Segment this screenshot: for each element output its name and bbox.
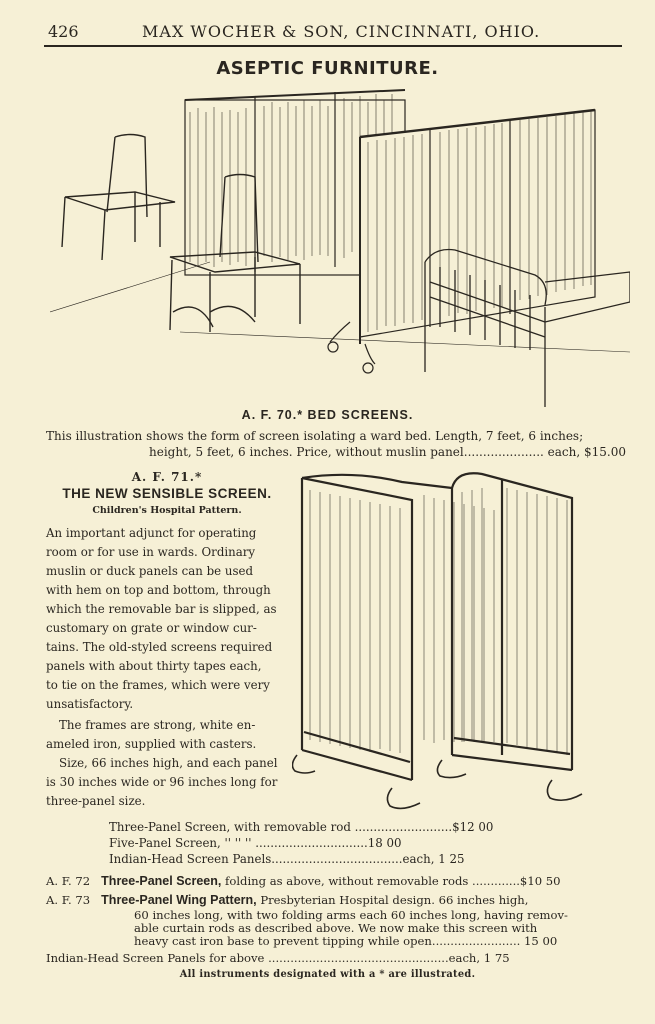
af73-detail-line: 60 inches long, with two folding arms each 60 inches long, having remov- bbox=[134, 908, 568, 922]
af71-body-line: The frames are strong, white en- bbox=[59, 718, 256, 732]
af70-description-line1: This illustration shows the form of screen isolating a ward bed. Length, 7 feet, 6 inches; bbox=[46, 429, 584, 443]
af71-body-line: with hem on top and bottom, through bbox=[46, 583, 271, 597]
af71-body-line: muslin or duck panels can be used bbox=[46, 564, 254, 578]
af71-body-line: customary on grate or window cur- bbox=[46, 621, 257, 635]
af71-subtitle: Children's Hospital Pattern. bbox=[92, 505, 242, 516]
af70-caption: A. F. 70.* BED SCREENS. bbox=[241, 408, 414, 422]
bed-screens-illustration bbox=[50, 82, 630, 407]
price-line-indian-head: Indian-Head Screen Panels...................................each, 1 25 bbox=[109, 852, 465, 866]
af73-description: Presbyterian Hospital design. 66 inches high, bbox=[256, 893, 529, 907]
footnote: All instruments designated with a * are illustrated. bbox=[179, 969, 476, 980]
af71-body-line: An important adjunct for operating bbox=[46, 526, 257, 540]
af71-number: A. F. 71.* bbox=[131, 470, 203, 484]
af73-line bbox=[46, 893, 528, 907]
af71-body-line: three-panel size. bbox=[46, 794, 146, 808]
page-title: ASEPTIC FURNITURE. bbox=[216, 58, 439, 79]
af71-body-line: room or for use in wards. Ordinary bbox=[46, 545, 256, 559]
af73-detail-line: able curtain rods as described above. We now make this screen with bbox=[134, 921, 538, 935]
af71-body-line: which the removable bar is slipped, as bbox=[46, 602, 277, 616]
af72-line bbox=[46, 874, 561, 888]
af72-description: folding as above, without removable rods .............$10 50 bbox=[221, 874, 561, 888]
af72-code: A. F. 72 bbox=[46, 874, 91, 888]
header-rule bbox=[44, 45, 622, 47]
af71-body-line: to tie on the frames, which were very bbox=[46, 678, 270, 692]
price-line-five-panel: Five-Panel Screen, '' '' '' ..............................18 00 bbox=[109, 836, 402, 850]
af70-description-line2: height, 5 feet, 6 inches. Price, without muslin panel..................... each, $15.00 bbox=[148, 445, 626, 459]
af71-body-line: is 30 inches wide or 96 inches long for bbox=[46, 775, 278, 789]
page-number: 426 bbox=[48, 22, 79, 41]
af71-name: THE NEW SENSIBLE SCREEN. bbox=[62, 486, 272, 501]
page-header bbox=[0, 20, 655, 46]
af71-body-line: tains. The old-styled screens required bbox=[46, 640, 273, 654]
af73-detail-line: heavy cast iron base to prevent tipping while open........................ 15 00 bbox=[134, 934, 558, 948]
af71-body-line: Size, 66 inches high, and each panel bbox=[59, 756, 278, 770]
af73-code: A. F. 73 bbox=[46, 893, 91, 907]
af73-name: Three-Panel Wing Pattern, bbox=[101, 893, 257, 907]
af71-body-line: unsatisfactory. bbox=[46, 697, 134, 711]
price-line-three-panel: Three-Panel Screen, with removable rod ..........................$12 00 bbox=[109, 820, 494, 834]
indian-head-panels-line: Indian-Head Screen Panels for above .................................................each, 1 75 bbox=[46, 951, 510, 965]
sensible-screen-illustration bbox=[292, 470, 622, 815]
af71-body-line: ameled iron, supplied with casters. bbox=[46, 737, 257, 751]
af71-body-line: panels with about thirty tapes each, bbox=[46, 659, 262, 673]
af72-name: Three-Panel Screen, bbox=[101, 874, 222, 888]
publisher-name: MAX WOCHER & SON, CINCINNATI, OHIO. bbox=[142, 22, 541, 41]
